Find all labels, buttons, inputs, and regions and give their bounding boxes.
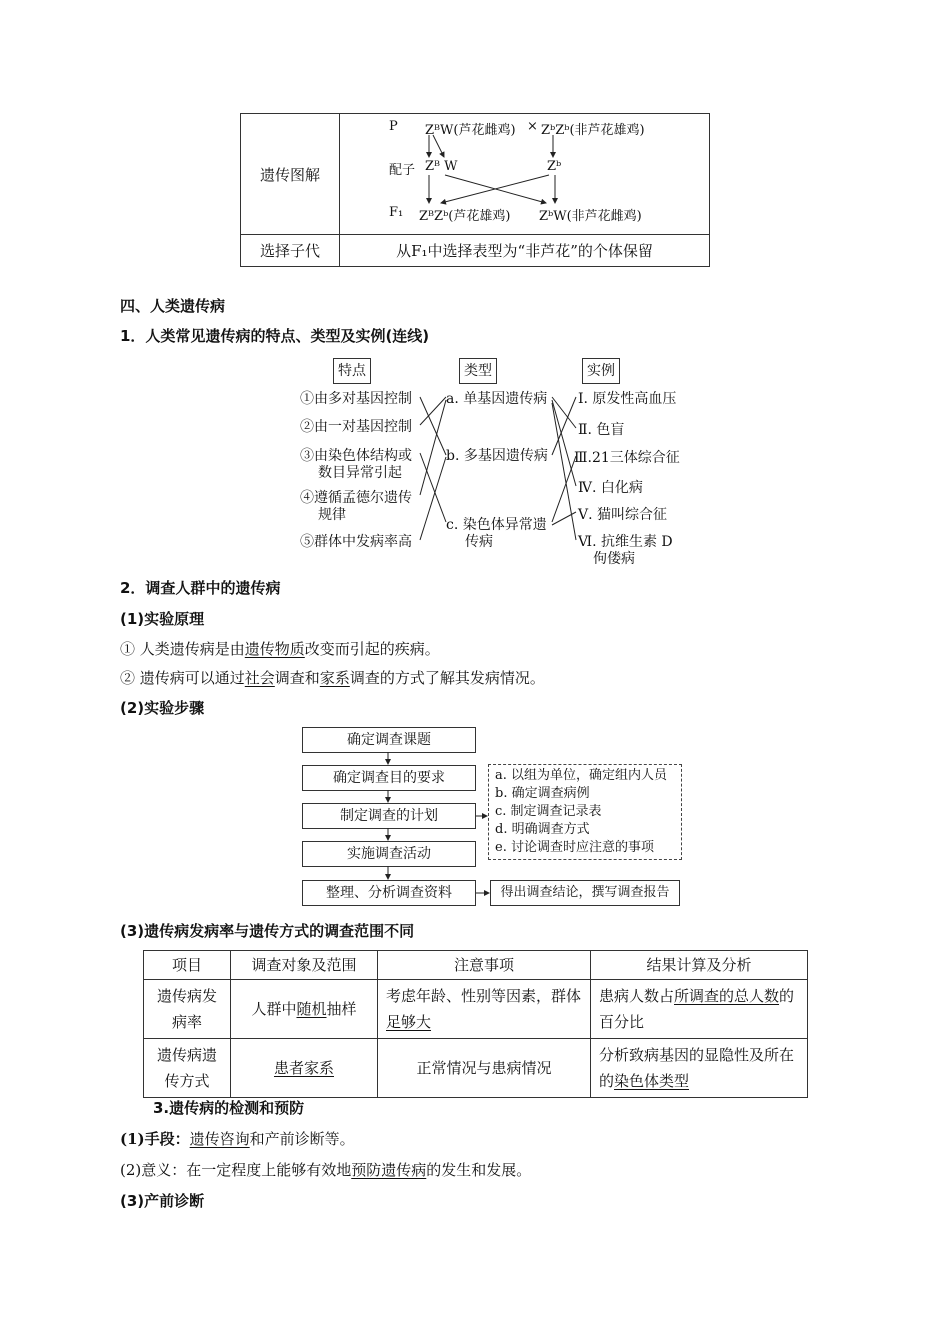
section4-title: 四、人类遗传病 (120, 297, 226, 315)
example-5: Ⅴ. 猫叫综合征 (578, 507, 668, 523)
step-5: 整理、分析调查资料 (302, 880, 476, 906)
step-2: 确定调查目的要求 (302, 765, 476, 791)
example-3: Ⅲ.21三体综合征 (574, 450, 680, 466)
cell-result: 分析致病基因的显隐性及所在的染色体类型 (591, 1039, 808, 1098)
p-female: ZᴮW(芦花雌鸡) (425, 123, 516, 138)
type-b: b. 多基因遗传病 (446, 448, 548, 464)
example-4: Ⅳ. 白化病 (578, 480, 643, 496)
step-4: 实施调查活动 (302, 841, 476, 867)
cell-item: 遗传病发病率 (144, 980, 231, 1039)
row2-content: 从F₁中选择表型为“非芦花”的个体保留 (340, 235, 710, 267)
item1-title: 1．人类常见遗传病的特点、类型及实例(连线) (120, 327, 430, 345)
item2-title: 2．调查人群中的遗传病 (120, 579, 281, 597)
feature-4: ④遵循孟德尔遗传 (300, 490, 412, 506)
header-item: 项目 (144, 951, 231, 980)
cell-scope: 人群中随机抽样 (231, 980, 378, 1039)
table-row (144, 980, 808, 1039)
prenatal-title: (3)产前诊断 (120, 1192, 205, 1210)
feature-3: ③由染色体结构或 (300, 448, 412, 464)
item3-title: 3.遗传病的检测和预防 (153, 1099, 305, 1117)
type-c2: 传病 (465, 534, 493, 550)
steps-title: (2)实验步骤 (120, 699, 205, 717)
feature-5: ⑤群体中发病率高 (300, 534, 412, 550)
survey-table (143, 950, 808, 1098)
header-result: 结果计算及分析 (591, 951, 808, 980)
col2-header: 类型 (459, 358, 497, 384)
header-scope: 调查对象及范围 (231, 951, 378, 980)
row1-label: 遗传图解 (241, 114, 340, 235)
plan-detail-d: d. 明确调查方式 (495, 822, 590, 837)
feature-2: ②由一对基因控制 (300, 419, 412, 435)
principle-2: ② 遗传病可以通过社会调查和家系调查的方式了解其发病情况。 (120, 669, 545, 687)
f1-right: ZᵇW(非芦花雌鸡) (539, 209, 642, 224)
f1-label: F₁ (389, 205, 404, 220)
scope-title: (3)遗传病发病率与遗传方式的调查范围不同 (120, 922, 415, 940)
cell-notes: 正常情况与患病情况 (378, 1039, 591, 1098)
type-c: c. 染色体异常遗 (446, 517, 547, 533)
example-2: Ⅱ. 色盲 (578, 422, 625, 438)
example-6b: 佝偻病 (593, 551, 635, 567)
means-line: (1)手段：遗传咨询和产前诊断等。 (120, 1130, 355, 1148)
cell-scope: 患者家系 (231, 1039, 378, 1098)
example-6: Ⅵ. 抗维生素 D (578, 534, 673, 550)
p-label: P (389, 119, 398, 134)
step-3: 制定调查的计划 (302, 803, 476, 829)
gamete-label: 配子 (389, 163, 416, 178)
gamete-right: Zᵇ (547, 159, 562, 174)
plan-detail-e: e. 讨论调查时应注意的事项 (495, 840, 654, 855)
meaning-line: (2)意义：在一定程度上能够有效地预防遗传病的发生和发展。 (120, 1161, 532, 1179)
cell-item: 遗传病遗传方式 (144, 1039, 231, 1098)
principle-1: ① 人类遗传病是由遗传物质改变而引起的疾病。 (120, 640, 440, 658)
plan-detail-b: b. 确定调查病例 (495, 786, 590, 801)
col3-header: 实例 (582, 358, 620, 384)
plan-detail-c: c. 制定调查记录表 (495, 804, 602, 819)
cross-symbol: × (527, 119, 538, 134)
p-male: ZᵇZᵇ(非芦花雄鸡) (541, 123, 645, 138)
plan-detail-a: a. 以组为单位，确定组内人员 (495, 768, 668, 783)
cell-notes: 考虑年龄、性别等因素，群体足够大 (378, 980, 591, 1039)
cell-result: 患病人数占所调查的总人数的百分比 (591, 980, 808, 1039)
header-notes: 注意事项 (378, 951, 591, 980)
col1-header: 特点 (333, 358, 371, 384)
step-1: 确定调查课题 (302, 727, 476, 753)
feature-3b: 数目异常引起 (318, 465, 402, 481)
feature-1: ①由多对基因控制 (300, 391, 412, 407)
result-box: 得出调查结论，撰写调查报告 (490, 880, 680, 906)
principle-title: (1)实验原理 (120, 610, 205, 628)
type-a: a. 单基因遗传病 (446, 391, 548, 407)
feature-4b: 规律 (318, 507, 346, 523)
row2-label: 选择子代 (241, 235, 340, 267)
example-1: Ⅰ. 原发性高血压 (578, 391, 677, 407)
f1-left: ZᴮZᵇ(芦花雄鸡) (419, 209, 511, 224)
table-row (144, 1039, 808, 1098)
gamete-left: Zᴮ W (425, 159, 458, 174)
